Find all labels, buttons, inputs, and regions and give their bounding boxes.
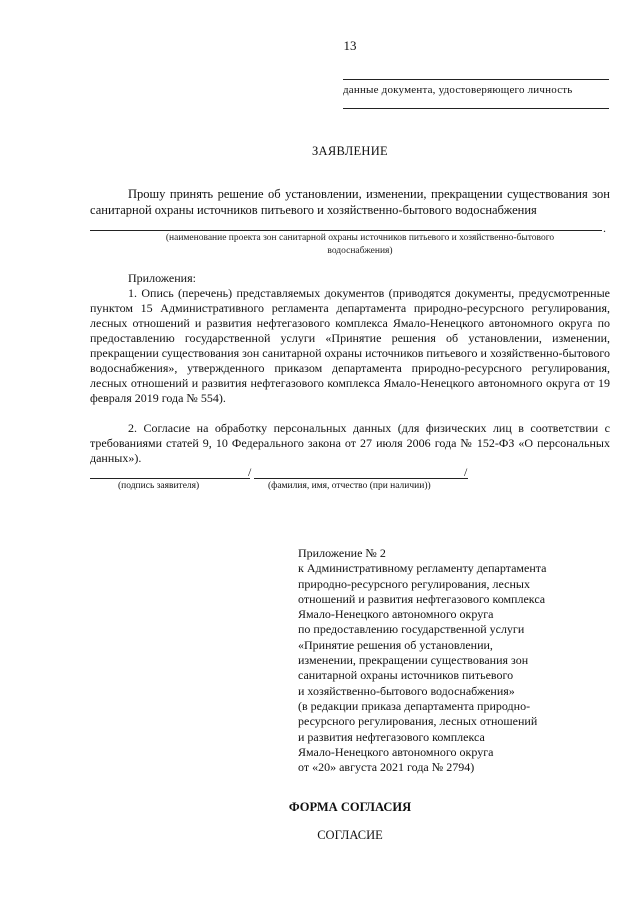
appendix-line: от «20» августа 2021 года № 2794) bbox=[298, 760, 475, 775]
appendix-line: отношений и развития нефтегазового комплекса bbox=[298, 591, 546, 606]
appendix-line: Приложение № 2 bbox=[298, 546, 386, 560]
project-end-dot: . bbox=[603, 221, 606, 235]
appendix-line: ресурсного регулирования, лесных отношений bbox=[298, 714, 538, 729]
project-name-line bbox=[90, 230, 602, 231]
applicant-line bbox=[343, 79, 609, 80]
appendix-line: (в редакции приказа департамента природно- bbox=[298, 698, 531, 713]
appendix-line: изменении, прекращении существования зон bbox=[298, 653, 529, 668]
attachment-item-2: 2. Согласие на обработку персональных данных (для физических лиц в соответствии с требованиями статей 9, 10 Федерального закона от 27 июля 2006 года № 152-ФЗ «О персональных данных»). bbox=[90, 421, 610, 465]
full-name-line bbox=[254, 478, 468, 479]
consent-title: СОГЛАСИЕ bbox=[317, 828, 383, 842]
appendix-line: к Административному регламенту департамента bbox=[298, 561, 547, 576]
signature-slash-left: / bbox=[248, 465, 252, 479]
appendix-line: по предоставлению государственной услуги bbox=[298, 622, 525, 637]
appendix-line: и хозяйственно-бытового водоснабжения» bbox=[298, 683, 515, 698]
form-title: ФОРМА СОГЛАСИЯ bbox=[288, 800, 412, 814]
appendix-block bbox=[298, 546, 547, 775]
signature-caption: (подпись заявителя) bbox=[118, 481, 200, 491]
identity-document-caption: данные документа, удостоверяющего личность bbox=[343, 84, 573, 96]
appendix-line: «Принятие решения об установлении, bbox=[298, 637, 493, 652]
appendix-line: природно-ресурсного регулирования, лесных bbox=[298, 576, 530, 591]
appendix-line: и развития нефтегазового комплекса bbox=[298, 729, 485, 744]
page-number: 13 bbox=[343, 38, 357, 53]
full-name-caption: (фамилия, имя, отчество (при наличии)) bbox=[268, 481, 431, 491]
statement-title: ЗАЯВЛЕНИЕ bbox=[312, 144, 388, 158]
signature-line bbox=[90, 478, 250, 479]
project-name-caption: (наименование проекта зон санитарной охраны источников питьевого и хозяйственно-бытового водоснабжения) bbox=[165, 233, 555, 256]
appendix-line: Ямало-Ненецкого автономного округа bbox=[298, 744, 494, 759]
appendix-line: Ямало-Ненецкого автономного округа bbox=[298, 607, 494, 622]
appendix-line: санитарной охраны источников питьевого bbox=[298, 668, 514, 683]
attachment-item-1: 1. Опись (перечень) представляемых документов (приводятся документы, предусмотренные пунктом 15 Административного регламента департамента природно-ресурсного регулирования, лесных отношений и развития нефтегазового комплекса Ямало-Ненецкого автономного округа по предоставлению государственной услуги «Принятие решения об установлении, изменении, прекращении существования зон санитарной охраны источников питьевого и хозяйственно-бытового водоснабжения», утвержденного приказом департамента природно-ресурсного регулирования, лесных отношений и развития нефтегазового комплекса Ямало-Ненецкого автономного округа от 19 февраля 2019 года № 554). bbox=[90, 286, 610, 405]
attachments-title: Приложения: bbox=[128, 271, 196, 285]
statement-request: Прошу принять решение об установлении, изменении, прекращении существования зон санитарной охраны источников питьевого и хозяйственно-бытового водоснабжения bbox=[90, 187, 610, 217]
signature-slash-right: / bbox=[464, 465, 468, 479]
identity-line bbox=[343, 108, 609, 109]
